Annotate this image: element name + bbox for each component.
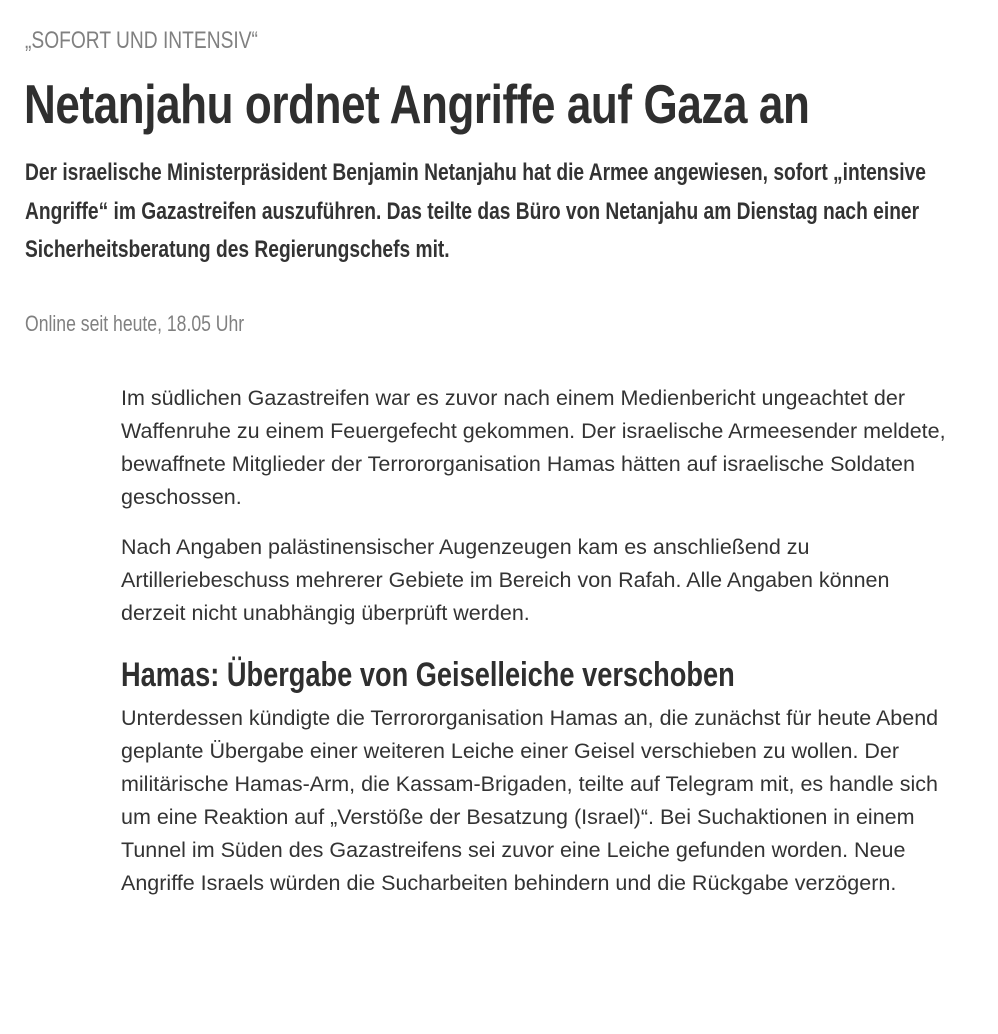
body-paragraph: Nach Angaben palästinensischer Augenzeugen kam es anschließend zu Artilleriebeschuss mehrerer Gebiete im Bereich von Rafah. Alle Angaben können derzeit nicht unabhängig überprüft werden. xyxy=(121,535,890,625)
publish-date: Online seit heute, 18.05 Uhr xyxy=(25,311,245,336)
section-heading: Hamas: Übergabe von Geiselleiche verschoben xyxy=(121,656,735,694)
article-lead: Der israelische Ministerpräsident Benjamin Netanjahu hat die Armee angewiesen, sofort „intensive Angriffe“ im Gazastreifen auszuführen. Das teilte das Büro von Netanjahu am Dienstag nach einer Sicherheitsberatung des Regierungschefs mit. xyxy=(25,159,926,263)
article-title: Netanjahu ordnet Angriffe auf Gaza an xyxy=(24,73,810,135)
article-kicker: „SOFORT UND INTENSIV“ xyxy=(25,27,258,54)
article-body xyxy=(121,382,956,917)
body-paragraph: Im südlichen Gazastreifen war es zuvor nach einem Medienbericht ungeachtet der Waffenruhe zu einem Feuergefecht gekommen. Der israelische Armeesender meldete, bewaffnete Mitglieder der Terrororganisation Hamas hätten auf israelische Soldaten geschossen. xyxy=(121,386,946,509)
body-paragraph: Unterdessen kündigte die Terrororganisation Hamas an, die zunächst für heute Abend geplante Übergabe einer weiteren Leiche einer Geisel verschieben zu wollen. Der militärische Hamas-Arm, die Kassam-Brigaden, teilte auf Telegram mit, es handle sich um eine Reaktion auf „Verstöße der Besatzung (Israel)“. Bei Suchaktionen in einem Tunnel im Süden des Gazastreifens sei zuvor eine Leiche gefunden worden. Neue Angriffe Israels würden die Sucharbeiten behindern und die Rückgabe verzögern. xyxy=(121,706,939,895)
